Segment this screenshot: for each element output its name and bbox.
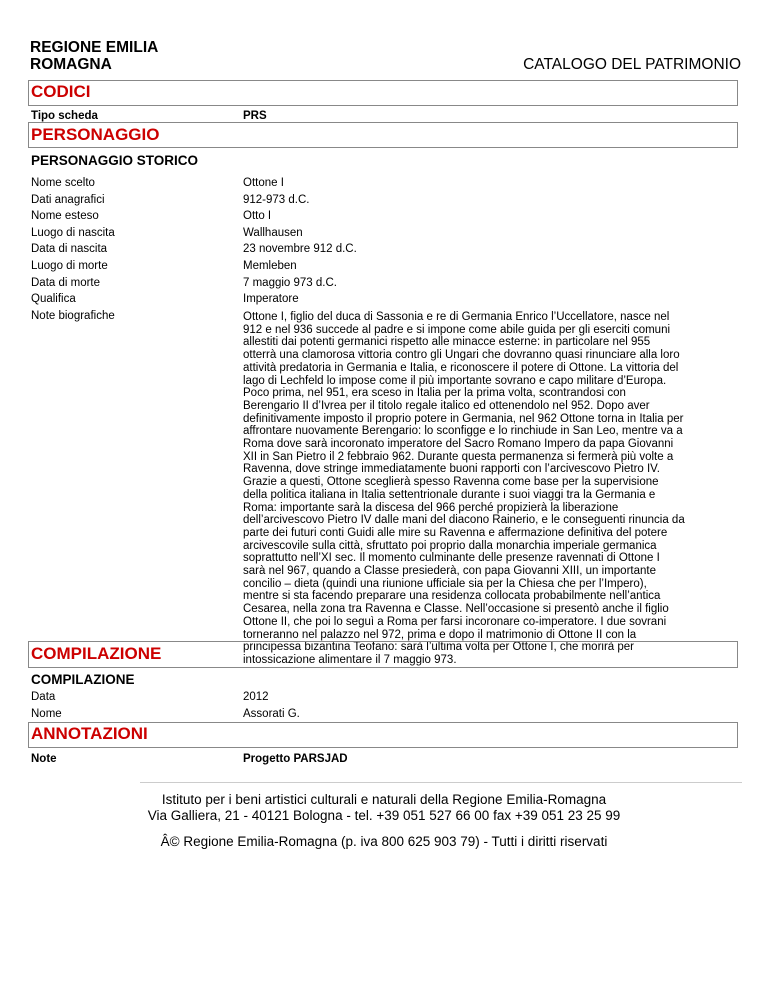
note-value: Progetto PARSJAD: [243, 753, 348, 765]
note-line: Berengario II d’Ivrea per il titolo regale italico ed ottenendolo nel 952. Dopo aver: [243, 399, 650, 412]
note-line: sarà nel 967, quando a Classe presiederà, con papa Giovanni XIII, un importante: [243, 565, 656, 578]
note-line: Ottone I, figlio del duca di Sassonia e re di Germania Enrico l’Uccellatore, nasce nel: [243, 311, 670, 323]
note-line: della politica italiana in Italia settentrionale durante i suoi viaggi tra la Germania e: [243, 488, 656, 501]
field-label: Data di morte: [31, 277, 101, 289]
note-line: soprattutto nell’XI sec. Il momento culminante delle presenze ravennati di Ottone I: [243, 552, 660, 565]
footer-copyright: Â© Regione Emilia-Romagna (p. iva 800 625 903 79) - Tutti i diritti riservati: [160, 834, 608, 849]
data-value: 2012: [243, 691, 269, 703]
organization-line-2: ROMAGNA: [30, 56, 112, 73]
field-value: 7 maggio 973 d.C.: [243, 277, 337, 289]
note-line: lago di Lechfeld lo impose come il più importante sovrano e capo militare d’Europa.: [243, 374, 667, 387]
note-biografiche-label: Note biografiche: [31, 310, 115, 322]
organization-name: [30, 39, 158, 73]
field-value: Wallhausen: [243, 227, 303, 239]
tipo-scheda-label: Tipo scheda: [31, 110, 98, 122]
note-line: Poco prima, nel 951, era sceso in Italia per la prima volta, scontrandosi con: [243, 387, 626, 400]
section-personaggio: [28, 122, 738, 148]
field-value: 912-973 d.C.: [243, 194, 310, 206]
note-line: arcivescovile sulla città, sfruttato poi proprio dalla monarchia imperiale germanica: [243, 539, 657, 552]
field-label: Luogo di morte: [31, 260, 108, 272]
note-line: parte dei futuri conti Guidi alle mire su Ravenna e affermazione definitiva del potere: [243, 526, 668, 539]
section-annotazioni: [28, 722, 738, 748]
note-line: dell’arcivescovo Pietro IV dalle mani del diacono Rainerio, e le conseguenti rinuncia da: [243, 514, 685, 527]
note-line: concilio – dieta (quindi una riunione ufficiale sia per la Chiesa che per l’Impero),: [243, 577, 647, 590]
data-label: Data: [31, 691, 56, 703]
note-label: Note: [31, 753, 57, 765]
note-line: otterrà una clamorosa vittoria contro gli Ungari che dovranno quasi rinunciare alla loro: [243, 349, 680, 362]
field-value: Memleben: [243, 260, 297, 272]
note-line: principessa bizantina Teofano: sarà l’ultima volta per Ottone I, che morirà per: [243, 641, 634, 654]
note-line: Ottone II, che poi lo seguì a Roma per farsi incoronare co-imperatore. I due sovrani: [243, 615, 667, 628]
nome-label: Nome: [31, 708, 62, 720]
footer-address: Via Galliera, 21 - 40121 Bologna - tel. +39 051 527 66 00 fax +39 051 23 25 99: [147, 808, 621, 823]
note-line: 912 e nel 936 succede al padre e si impone come abile guida per gli eserciti comuni: [243, 323, 671, 336]
footer-divider: [140, 782, 742, 783]
tipo-scheda-value: PRS: [243, 110, 267, 122]
note-line: Roma dove sarà incoronato imperatore del Sacro Romano Impero da papa Giovanni: [243, 438, 674, 451]
footer-institute: Istituto per i beni artistici culturali e naturali della Regione Emilia-Romagna: [161, 792, 607, 807]
section-compilazione: [28, 641, 738, 668]
field-value: Otto I: [243, 210, 272, 222]
note-line: mentre si sta facendo preparare una residenza collocata probabilmente nell’antica: [243, 590, 661, 603]
nome-value: Assorati G.: [243, 708, 300, 720]
note-line: intossicazione alimentare il 7 maggio 973.: [243, 653, 457, 666]
section-title-codici: CODICI: [31, 82, 91, 101]
note-line: affrontare nuovamente Berengario: lo sconfigge e lo rinchiude in San Leo, mentre va a: [243, 425, 683, 438]
field-label: Qualifica: [31, 293, 76, 305]
note-line: Grazie a questi, Ottone sceglierà spesso Ravenna come base per la supervisione: [243, 476, 659, 489]
note-line: definitivamente imposto il proprio potere in Germania, nel 962 Ottone torna in Italia per: [243, 412, 684, 425]
field-label: Dati anagrafici: [31, 194, 105, 206]
personaggio-subtitle: PERSONAGGIO STORICO: [31, 153, 199, 168]
section-title-compilazione: COMPILAZIONE: [31, 644, 162, 663]
compilazione-subtitle: COMPILAZIONE: [31, 672, 135, 687]
organization-line-1: REGIONE EMILIA: [30, 39, 159, 56]
section-title-annotazioni: ANNOTAZIONI: [31, 724, 148, 743]
note-line: attività predatoria in Germania e Italia, e riconoscere il potere di Ottone. La vittoria del: [243, 361, 679, 374]
note-line: allestiti dai potenti germanici rispetto alle minacce esterne: in particolare nel 955: [243, 336, 651, 349]
note-biografiche-text: [243, 311, 743, 667]
field-label: Nome scelto: [31, 177, 95, 189]
note-line: XII in San Pietro il 2 febbraio 962. Durante questa permanenza si fermerà più volte a: [243, 450, 674, 463]
note-line: torneranno nel palazzo nel 972, prima e dopo il matrimonio di Ottone II con la: [243, 628, 637, 641]
field-label: Luogo di nascita: [31, 227, 115, 239]
note-line: Roma: importante sarà la discesa del 966 perché propizierà la liberazione: [243, 501, 619, 514]
note-line: Ravenna, dove stringe immediatamente buoni rapporti con l’arcivescovo Pietro IV.: [243, 463, 660, 476]
field-label: Nome esteso: [31, 210, 99, 222]
field-value: Ottone I: [243, 177, 284, 189]
field-label: Data di nascita: [31, 243, 108, 255]
section-title-personaggio: PERSONAGGIO: [31, 125, 160, 144]
field-value: 23 novembre 912 d.C.: [243, 243, 357, 255]
section-codici: [28, 80, 738, 106]
note-line: Cesarea, nella zona tra Ravenna e Classe. Nell’occasione si presentò anche il figlio: [243, 603, 669, 616]
field-value: Imperatore: [243, 293, 299, 305]
catalog-title: CATALOGO DEL PATRIMONIO: [523, 56, 741, 73]
